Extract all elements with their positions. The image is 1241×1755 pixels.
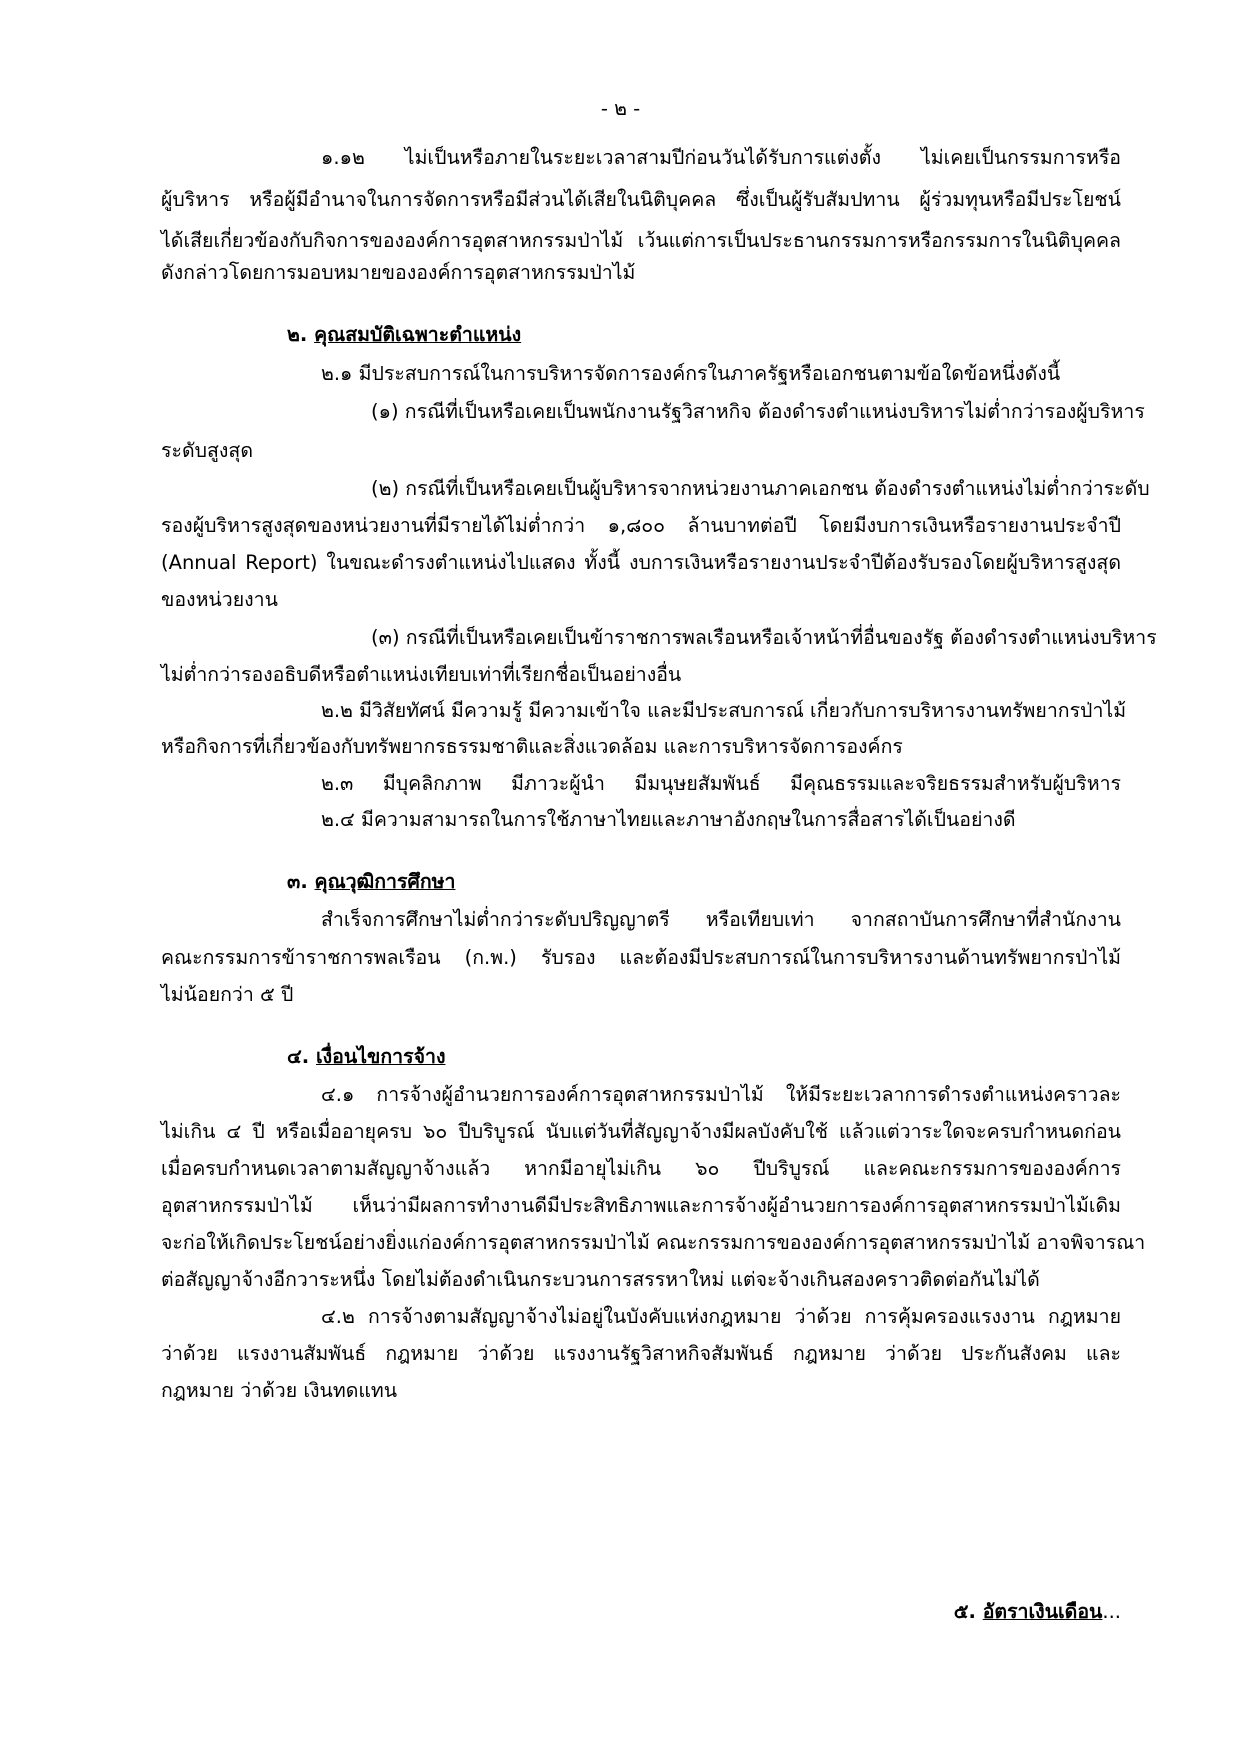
section-title: อัตราเงินเดือน bbox=[982, 1600, 1103, 1623]
paragraph-line: หรือกิจการที่เกี่ยวข้องกับทรัพยากรธรรมชาติและสิ่งแวดล้อม และการบริหารจัดการองค์กร bbox=[161, 735, 903, 758]
paragraph-line: รองผู้บริหารสูงสุดของหน่วยงานที่มีรายได้ไม่ต่ำกว่า ๑,๘๐๐ ล้านบาทต่อปี โดยมีงบการเงินหรือรายงานประจำปี bbox=[161, 514, 1121, 537]
paragraph-line: ของหน่วยงาน bbox=[161, 588, 278, 611]
paragraph-line: ผู้บริหาร หรือผู้มีอำนาจในการจัดการหรือมีส่วนได้เสียในนิติบุคคล ซึ่งเป็นผู้รับสัมปทาน ผู้ร่วมทุนหรือมีประโยชน์ bbox=[161, 188, 1121, 211]
paragraph-line: ๔.๑ การจ้างผู้อำนวยการองค์การอุตสาหกรรมป่าไม้ ให้มีระยะเวลาการดำรงตำแหน่งคราวละ bbox=[321, 1083, 1121, 1106]
paragraph-line: ๒.๓ มีบุคลิกภาพ มีภาวะผู้นำ มีมนุษยสัมพันธ์ มีคุณธรรมและจริยธรรมสำหรับผู้บริหาร bbox=[321, 772, 1121, 795]
paragraph-line: ได้เสียเกี่ยวข้องกับกิจการขององค์การอุตสาหกรรมป่าไม้ เว้นแต่การเป็นประธานกรรมการหรือกรรมการในนิติบุคคล bbox=[161, 229, 1121, 252]
paragraph-line: ๒.๑ มีประสบการณ์ในการบริหารจัดการองค์กรในภาครัฐหรือเอกชนตามข้อใดข้อหนึ่งดังนี้ bbox=[321, 362, 1061, 385]
paragraph-line: ๒.๒ มีวิสัยทัศน์ มีความรู้ มีความเข้าใจ และมีประสบการณ์ เกี่ยวกับการบริหารงานทรัพยากรป่าไม้ bbox=[321, 699, 1127, 722]
paragraph-line: จะก่อให้เกิดประโยชน์อย่างยิ่งแก่องค์การอุตสาหกรรมป่าไม้ คณะกรรมการขององค์การอุตสาหกรรมป่าไม้ อาจพิจารณา bbox=[161, 1231, 1146, 1254]
paragraph-line: ๒.๔ มีความสามารถในการใช้ภาษาไทยและภาษาอังกฤษในการสื่อสารได้เป็นอย่างดี bbox=[321, 808, 1016, 831]
paragraph-line: ๑.๑๒ ไม่เป็นหรือภายในระยะเวลาสามปีก่อนวันได้รับการแต่งตั้ง ไม่เคยเป็นกรรมการหรือ bbox=[321, 146, 1121, 169]
section-number: ๕. bbox=[953, 1600, 976, 1623]
page-number: - ๒ - bbox=[600, 97, 641, 120]
section-title: คุณวุฒิการศึกษา bbox=[314, 870, 456, 893]
paragraph-line: (๓) กรณีที่เป็นหรือเคยเป็นข้าราชการพลเรือนหรือเจ้าหน้าที่อื่นของรัฐ ต้องดำรงตำแหน่งบริหาร bbox=[371, 626, 1157, 649]
paragraph-line: ๔.๒ การจ้างตามสัญญาจ้างไม่อยู่ในบังคับแห่งกฎหมาย ว่าด้วย การคุ้มครองแรงงาน กฎหมาย bbox=[321, 1305, 1121, 1328]
section-2-heading bbox=[287, 318, 521, 352]
paragraph-line: กฎหมาย ว่าด้วย เงินทดแทน bbox=[161, 1379, 398, 1402]
paragraph-line: เมื่อครบกำหนดเวลาตามสัญญาจ้างแล้ว หากมีอายุไม่เกิน ๖๐ ปีบริบูรณ์ และคณะกรรมการขององค์การ bbox=[161, 1157, 1121, 1180]
paragraph-line: (Annual Report) ในขณะดำรงตำแหน่งไปแสดง ทั้งนี้ งบการเงินหรือรายงานประจำปีต้องรับรองโดยผู้บริหารสูงสุด bbox=[161, 551, 1121, 574]
continuation-dots: ... bbox=[1102, 1600, 1121, 1623]
paragraph-line: อุตสาหกรรมป่าไม้ เห็นว่ามีผลการทำงานดีมีประสิทธิภาพและการจ้างผู้อำนวยการองค์การอุตสาหกรรมป่าไม้เดิม bbox=[161, 1194, 1121, 1217]
paragraph-line: ไม่ต่ำกว่ารองอธิบดีหรือตำแหน่งเทียบเท่าที่เรียกชื่อเป็นอย่างอื่น bbox=[161, 663, 682, 686]
paragraph-line: ไม่เกิน ๔ ปี หรือเมื่ออายุครบ ๖๐ ปีบริบูรณ์ นับแต่วันที่สัญญาจ้างมีผลบังคับใช้ แล้วแต่วาระใดจะครบกำหนดก่อน bbox=[161, 1120, 1121, 1143]
section-number: ๔. bbox=[287, 1045, 310, 1068]
paragraph-line: (๑) กรณีที่เป็นหรือเคยเป็นพนักงานรัฐวิสาหกิจ ต้องดำรงตำแหน่งบริหารไม่ต่ำกว่ารองผู้บริหาร bbox=[371, 400, 1145, 423]
section-4-heading bbox=[287, 1040, 445, 1074]
paragraph-line: สำเร็จการศึกษาไม่ต่ำกว่าระดับปริญญาตรี หรือเทียบเท่า จากสถาบันการศึกษาที่สำนักงาน bbox=[321, 908, 1121, 931]
paragraph-line: (๒) กรณีที่เป็นหรือเคยเป็นผู้บริหารจากหน่วยงานภาคเอกชน ต้องดำรงตำแหน่งไม่ต่ำกว่าระดับ bbox=[371, 477, 1150, 500]
section-number: ๒. bbox=[287, 323, 308, 346]
section-number: ๓. bbox=[287, 870, 308, 893]
paragraph-line: ต่อสัญญาจ้างอีกวาระหนึ่ง โดยไม่ต้องดำเนินกระบวนการสรรหาใหม่ แต่จะจ้างเกินสองคราวติดต่อกันไม่ได้ bbox=[161, 1268, 1040, 1291]
paragraph-line: ไม่น้อยกว่า ๕ ปี bbox=[161, 983, 294, 1006]
paragraph-line: ระดับสูงสุด bbox=[161, 439, 253, 462]
next-page-continuation bbox=[954, 1595, 1121, 1629]
paragraph-line: คณะกรรมการข้าราชการพลเรือน (ก.พ.) รับรอง และต้องมีประสบการณ์ในการบริหารงานด้านทรัพยากรป่าไม้ bbox=[161, 946, 1121, 969]
paragraph-line: ว่าด้วย แรงงานสัมพันธ์ กฎหมาย ว่าด้วย แรงงานรัฐวิสาหกิจสัมพันธ์ กฎหมาย ว่าด้วย ประกันสังคม และ bbox=[161, 1342, 1121, 1365]
section-3-heading bbox=[287, 865, 455, 899]
paragraph-line: ดังกล่าวโดยการมอบหมายขององค์การอุตสาหกรรมป่าไม้ bbox=[161, 261, 636, 284]
section-title: เงื่อนไขการจ้าง bbox=[315, 1045, 446, 1068]
section-title: คุณสมบัติเฉพาะตำแหน่ง bbox=[314, 323, 522, 346]
